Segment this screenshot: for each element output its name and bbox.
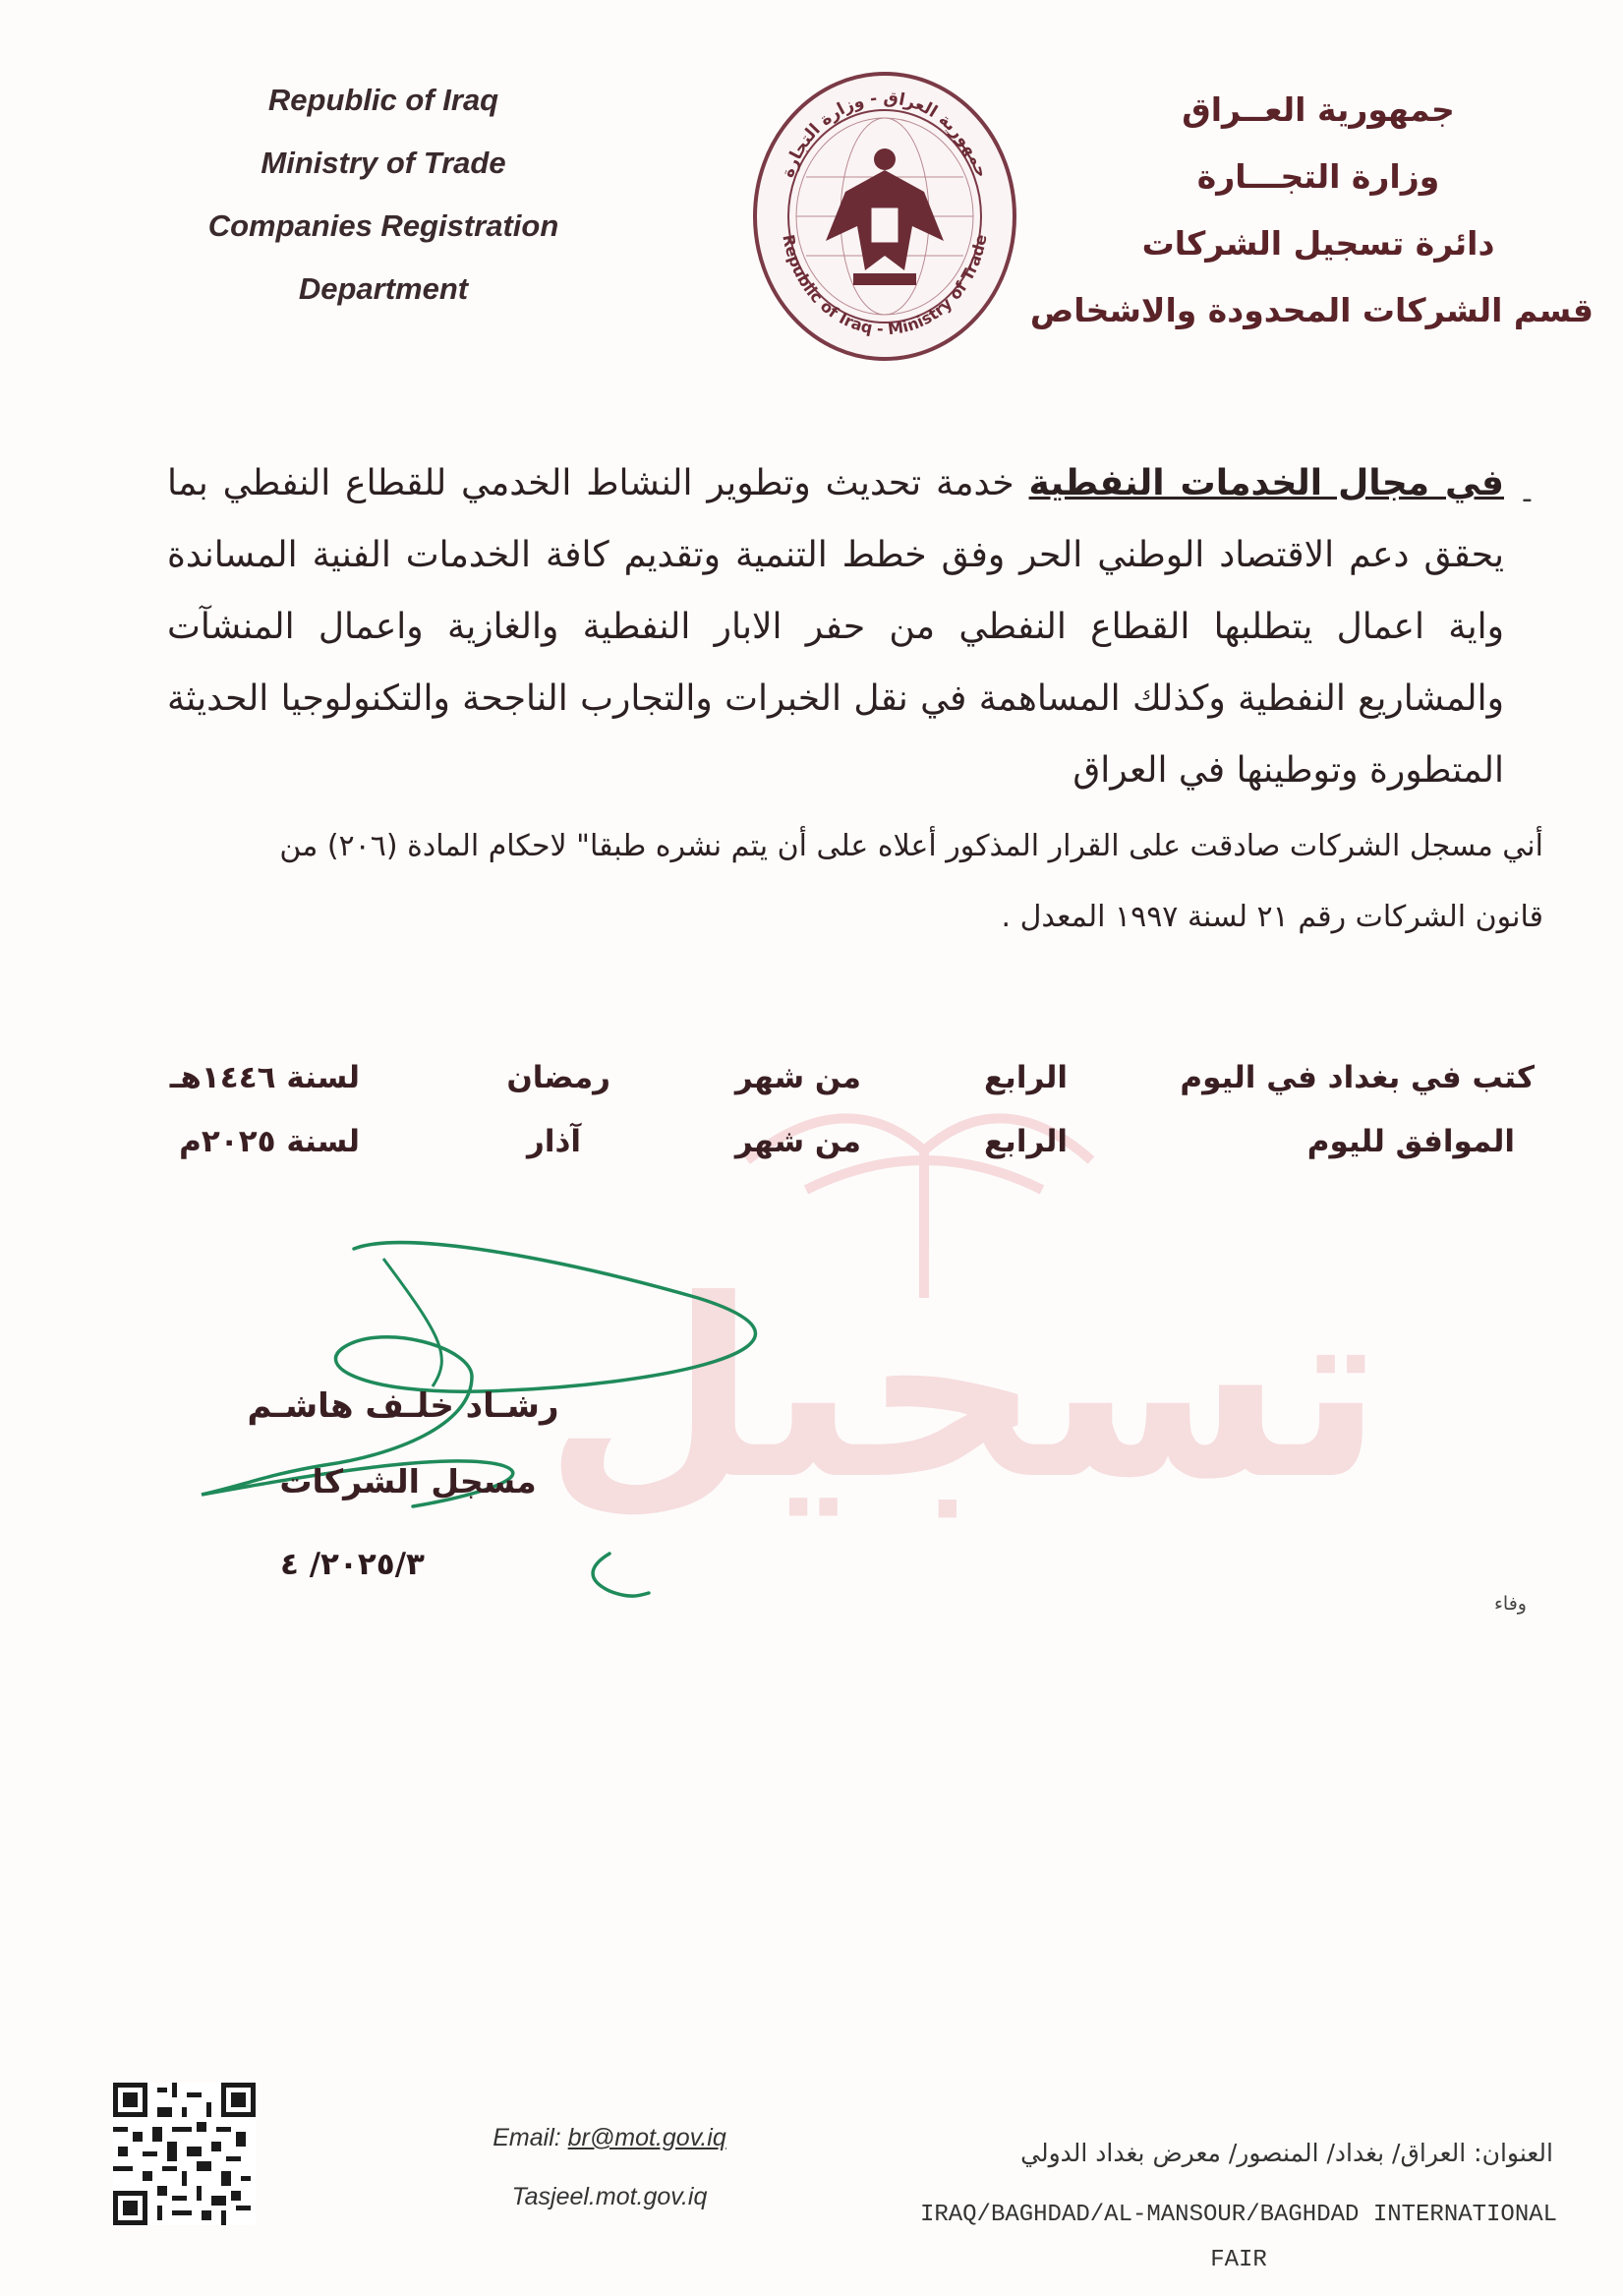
header-en-directorate: Companies Registration	[207, 208, 559, 243]
date-month-hijri: رمضان	[506, 1060, 610, 1095]
footer-address-arabic: العنوان: العراق/ بغداد/ المنصور/ معرض بغداد الدولي	[1020, 2139, 1553, 2167]
date-row-hijri	[0, 1060, 1623, 1109]
date-month-gregorian: آذار	[526, 1124, 581, 1159]
header-ar-directorate: دائرة تسجيل الشركات	[1141, 224, 1495, 263]
typist-initials: وفاء	[1494, 1593, 1527, 1615]
registrar-name: رشـاد خلـف هاشـم	[247, 1386, 559, 1426]
header-ar-department: قسم الشركات المحدودة والاشخاص	[1029, 291, 1594, 329]
seal-bottom-text: Republic of Iraq - Ministry of Trade	[779, 232, 991, 339]
header-english	[147, 69, 619, 321]
date-day-gregorian: الرابع	[984, 1124, 1068, 1159]
header-en-country: Republic of Iraq	[267, 83, 499, 117]
date-month-label-hijri: من شهر	[734, 1060, 861, 1095]
approval-line-1: أني مسجل الشركات صادقت على القرار المذكور أعلاه على أن يتم نشره طبقا" لاحكام المادة (٢٠٦) من	[279, 829, 1543, 863]
activity-description: خدمة تحديث وتطوير النشاط الخدمي للقطاع النفطي بما يحقق دعم الاقتصاد الوطني الحر وفق خطط التنمية وتقديم كافة الخدمات الفنية المساندة واية اعمال يتطلبها القطاع النفطي من حفر الابار النفطية والغازية واعمال المنشآت والمشاريع النفطية وكذلك المساهمة في نقل الخبرات والتجارب الناجحة والتكنولوجيا الحديثة المتطورة وتوطينها في العراق	[167, 463, 1504, 791]
list-dash: -	[1522, 482, 1533, 516]
seal-top-text: جمهورية العراق - وزارة التجارة	[778, 88, 992, 181]
date-day-hijri: الرابع	[984, 1060, 1068, 1095]
date-label-corresponding: الموافق لليوم	[1306, 1124, 1515, 1159]
watermark-text: تسجيل	[544, 1247, 1383, 1533]
header-ar-country: جمهورية العــراق	[1182, 90, 1455, 129]
date-row-gregorian	[0, 1124, 1623, 1173]
date-month-label-gregorian: من شهر	[734, 1124, 861, 1159]
date-year-hijri: لسنة ١٤٤٦هـ	[169, 1060, 360, 1095]
approval-line-2: قانون الشركات رقم ٢١ لسنة ١٩٩٧ المعدل .	[1001, 900, 1543, 934]
header-ar-ministry: وزارة التجـــارة	[1196, 157, 1440, 196]
date-label-written: كتب في بغداد في اليوم	[1180, 1060, 1535, 1095]
registrar-title: مسجل الشركات	[279, 1462, 537, 1501]
date-year-gregorian: لسنة ٢٠٢٥م	[179, 1124, 360, 1159]
activity-paragraph	[167, 447, 1504, 806]
signature-date: ٢٠٢٥/٣/ ٤	[280, 1547, 425, 1582]
ministry-seal	[747, 69, 1022, 364]
header-en-department: Department	[298, 271, 469, 306]
footer-email-link[interactable]: br@mot.gov.iq	[567, 2124, 726, 2151]
header-arabic	[1029, 77, 1594, 344]
footer-email-label: Email:	[493, 2124, 561, 2151]
footer-address-english: IRAQ/BAGHDAD/AL-MANSOUR/BAGHDAD INTERNATIONAL FAIR	[919, 2202, 1558, 2273]
qr-code-icon	[113, 2083, 256, 2225]
footer-website[interactable]: Tasjeel.mot.gov.iq	[511, 2183, 708, 2210]
approval-statement	[167, 811, 1543, 953]
header-en-ministry: Ministry of Trade	[261, 146, 506, 180]
activity-field-highlight: في مجال الخدمات النفطية	[1028, 463, 1504, 503]
footer-email	[462, 2124, 757, 2152]
